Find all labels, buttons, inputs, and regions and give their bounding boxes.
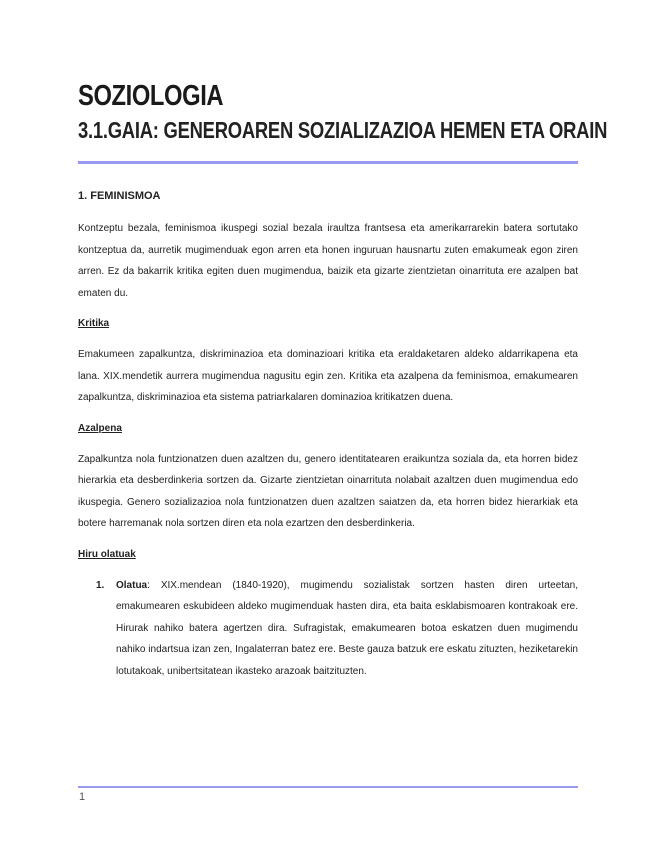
subheading-kritika: Kritika [78,318,110,329]
page-number: 1 [79,791,86,803]
list-item-number: 1. [96,579,105,591]
intro-paragraph: Kontzeptu bezala, feminismoa ikuspegi sozial bezala iraultza frantsesa eta amerikarrarekin batera sortutako kontzeptua da, aurretik mugimenduak egon arren eta honen inguruan hausnartu zuten emakumeak egon ziren arren. Ez da bakarrik kritika egiten duen mugimendua, baizik eta gizarte zientzietan oinarrituta ere azalpen bat ematen du. [78,223,578,299]
document-subtitle: 3.1.GAIA: GENEROAREN SOZIALIZAZIOA HEMEN ETA ORAIN [78,117,608,143]
document-title: SOZIOLOGIA [78,80,224,112]
azalpena-paragraph: Zapalkuntza nola funtzionatzen duen azaltzen du, genero identitatearen eraikuntza soziala da, eta horren bidez hierarkia eta desberdinkeria sortzen da. Gizarte zientzietan oinarrituta nolabait azaltzen duen mugimendua edo ikuspegia. Genero sozializazioa nola funtzionatzen duen azaltzen saiatzen da, eta horren bidez hierarkiak eta botere harremanak nola sortzen diren eta nola ezartzen den desberdinkeria. [78,453,578,529]
subheading-hiru-olatuak: Hiru olatuak [78,548,136,560]
kritika-paragraph: Emakumeen zapalkuntza, diskriminazioa eta dominazioari kritika eta eraldaketaren aldeko aldarrikapena eta lana. XIX.mendetik aurrera mugimendua nagusitu egin zen. Kritika eta azalpena da feminismoa, emakumearen zapalkuntza, diskriminazioa eta sistema patriarkalaren dominazioa kritikatzen duena. [78,349,578,403]
list-item-lead: Olatua [116,579,148,591]
header-rule [78,161,578,164]
subheading-azalpena: Azalpena [78,422,122,434]
list-item-text: : XIX.mendean (1840-1920), mugimendu sozialistak sortzen hasten diren urteetan, emakumearen eskubideen aldeko mugimenduak hasten dira, eta baita esklabismoaren kontrakoak ere. Hirurak nahiko batera agertzen dira. Sufragistak, emakumearen botoa eskatzen duen mugimendu nahiko indartsua izan zen, Ingalaterran batez ere. Beste gauza batzuk ere eskatu zituzten, heziketarekin lotutakoak, unibertsitatean ikasteko arazoak baitzituzten. [116,579,578,677]
footer-rule [78,786,578,788]
list-item [78,575,578,683]
document-body [78,186,578,682]
olatuak-list [78,575,578,683]
section-heading-feminismoa: 1. FEMINISMOA [78,190,161,202]
